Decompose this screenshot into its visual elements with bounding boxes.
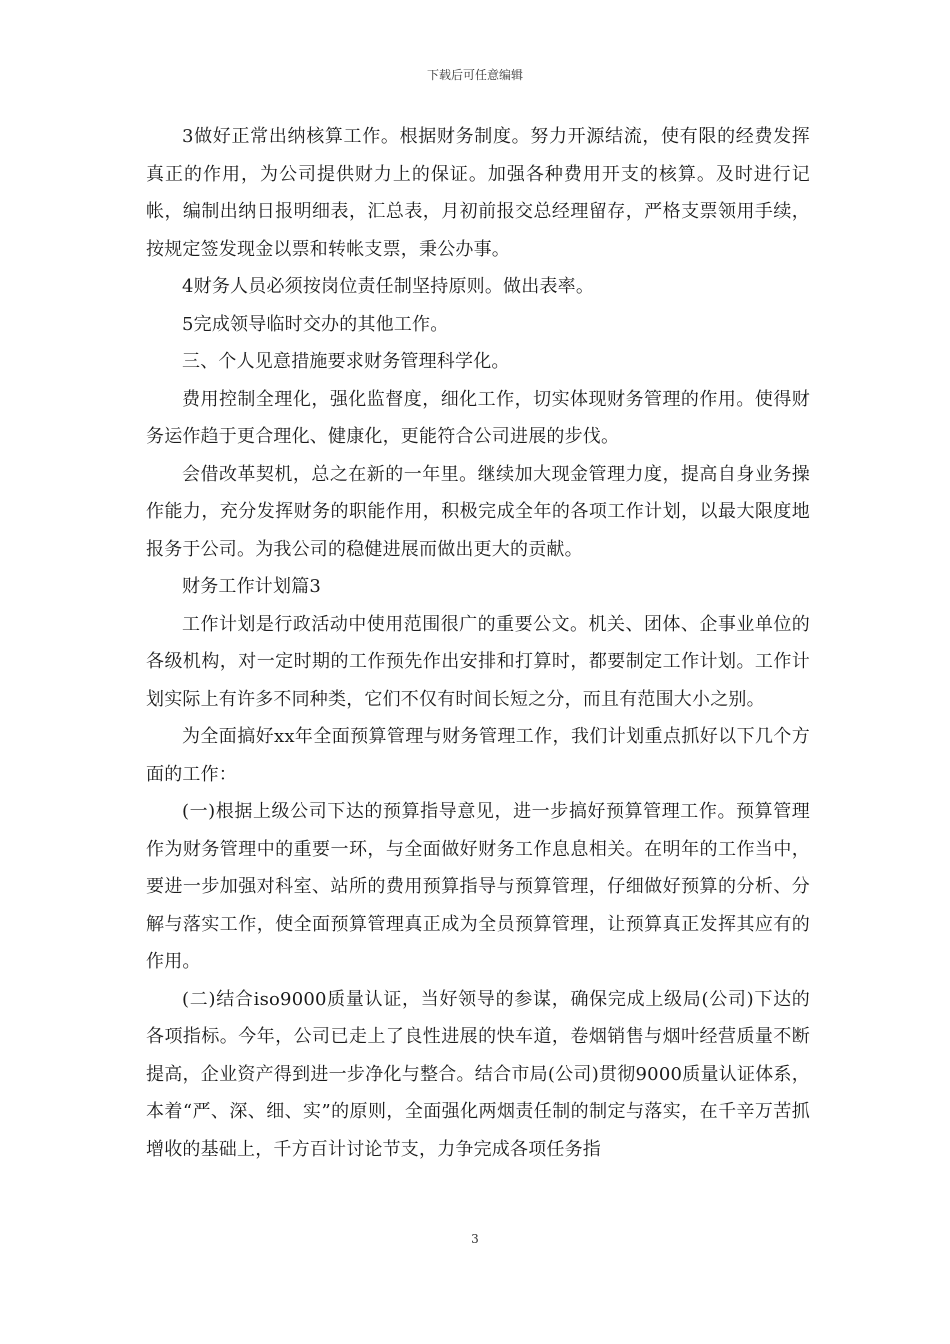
page-header: 下载后可任意编辑 <box>426 68 523 82</box>
paragraph-budget-goal: 为全面搞好xx年全面预算管理与财务管理工作，我们计划重点抓好以下几个方面的工作： <box>146 726 810 785</box>
paragraph-reform-opportunity: 会借改革契机，总之在新的一年里。继续加大现金管理力度，提高自身业务操作能力，充分发挥财务的职能作用，积极完成全年的各项工作计划，以最大限度地报务于公司。为我公司的稳健进展而做出更大的贡献。 <box>146 463 810 560</box>
document-body <box>146 118 810 1168</box>
paragraph-work-plan-intro: 工作计划是行政活动中使用范围很广的重要公文。机关、团体、企事业单位的各级机构，对一定时期的工作预先作出安排和打算时，都要制定工作计划。工作计划实际上有许多不同种类，它们不仅有时间长短之分，而且有范围大小之别。 <box>146 613 810 710</box>
paragraph-post-responsibility: 4财务人员必须按岗位责任制坚持原则。做出表率。 <box>182 276 595 297</box>
paragraph-item-one: (一)根据上级公司下达的预算指导意见，进一步搞好预算管理工作。预算管理作为财务管理中的重要一环，与全面做好财务工作息息相关。在明年的工作当中，要进一步加强对科室、站所的费用预算指导与预算管理，仔细做好预算的分析、分解与落实工作，使全面预算管理真正成为全员预算管理，让预算真正发挥其应有的作用。 <box>146 801 810 972</box>
section-heading-plan-3: 财务工作计划篇3 <box>182 576 322 597</box>
paragraph-cashier-accounting: 3做好正常出纳核算工作。根据财务制度。努力开源结流，使有限的经费发挥真正的作用，为公司提供财力上的保证。加强各种费用开支的核算。及时进行记帐，编制出纳日报明细表，汇总表，月初前报交总经理留存，严格支票领用手续，按规定签发现金以票和转帐支票，秉公办事。 <box>146 126 810 260</box>
page-number: 3 <box>471 1232 479 1246</box>
section-heading-personal-opinions: 三、个人见意措施要求财务管理科学化。 <box>182 351 510 372</box>
paragraph-item-two: (二)结合iso9000质量认证，当好领导的参谋，确保完成上级局(公司)下达的各项指标。今年，公司已走上了良性进展的快车道，卷烟销售与烟叶经营质量不断提高，企业资产得到进一步净化与整合。结合市局(公司)贯彻9000质量认证体系，本着“严、深、细、实”的原则，全面强化两烟责任制的制定与落实，在千辛万苦抓增收的基础上，千方百计讨论节支，力争完成各项任务指 <box>146 988 810 1160</box>
paragraph-other-tasks: 5完成领导临时交办的其他工作。 <box>182 313 449 335</box>
paragraph-cost-control: 费用控制全理化，强化监督度，细化工作，切实体现财务管理的作用。使得财务运作趋于更合理化、健康化，更能符合公司进展的步伐。 <box>146 388 810 447</box>
